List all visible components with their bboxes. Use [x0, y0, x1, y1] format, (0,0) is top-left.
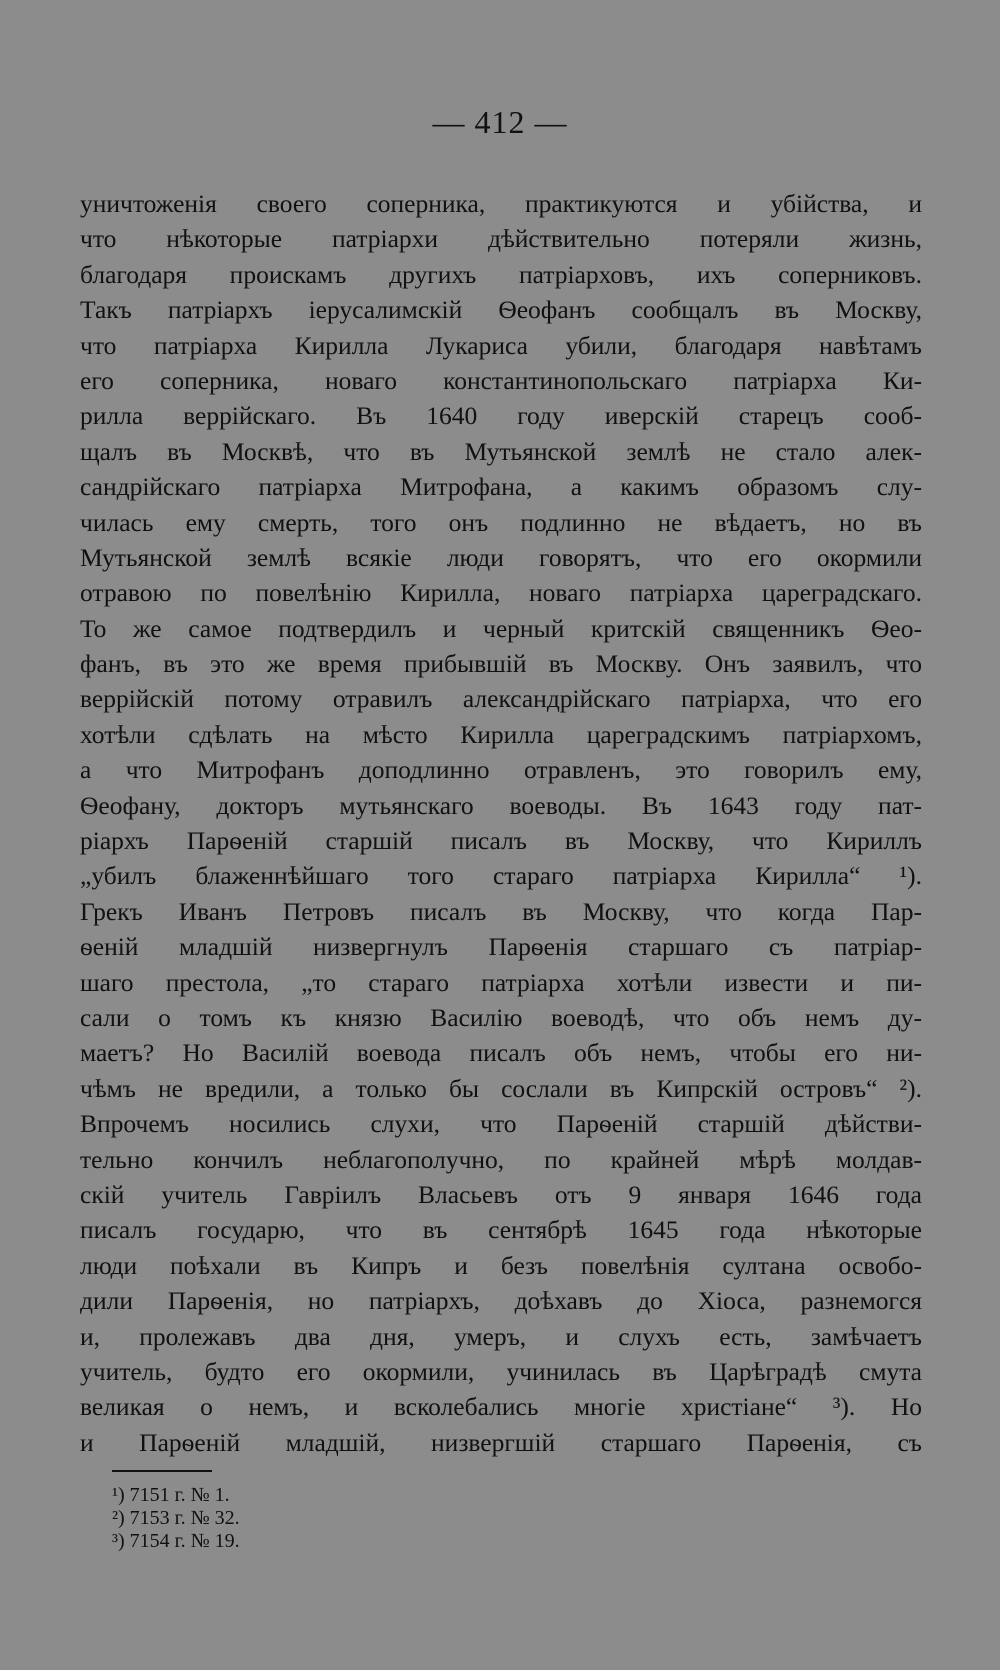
text-line: что патріарха Кирилла Лукариса убили, благодаря навѣтамъ: [80, 330, 922, 360]
footnote-divider: [112, 1470, 212, 1472]
text-line: и Парѳеній младшій, низвергшій старшаго Парѳенія, съ: [80, 1427, 922, 1457]
text-line: отравою по повелѣнію Кирилла, новаго патріарха цареградскаго.: [80, 578, 922, 608]
footnote: ²) 7153 г. № 32.: [112, 1507, 240, 1529]
text-line: Впрочемъ носились слухи, что Парѳеній старшій дѣйстви-: [80, 1109, 922, 1139]
footnote: ³) 7154 г. № 19.: [112, 1530, 240, 1552]
text-line: люди поѣхали въ Кипръ и безъ повелѣнія султана освобо-: [80, 1250, 922, 1280]
text-line: скій учитель Гавріилъ Власьевъ отъ 9 января 1646 года: [80, 1179, 922, 1209]
text-line: Ѳеофану, докторъ мутьянскаго воеводы. Въ 1643 году пат-: [80, 790, 922, 820]
text-line: „убилъ блаженнѣйшаго того стараго патріарха Кирилла“ ¹).: [80, 861, 922, 891]
page-number: — 412 —: [432, 104, 568, 140]
text-line: благодаря проискамъ другихъ патріарховъ, ихъ соперниковъ.: [80, 259, 922, 289]
text-line: Такъ патріархъ іерусалимскій Ѳеофанъ сообщалъ въ Москву,: [80, 295, 922, 325]
text-line: учитель, будто его окормили, учинилась въ Царѣградѣ смута: [80, 1356, 922, 1386]
footnote: ¹) 7151 г. № 1.: [112, 1484, 230, 1506]
text-line: ріархъ Парѳеній старшій писалъ въ Москву, что Кириллъ: [80, 826, 922, 856]
text-line: веррійскій потому отравилъ александрійскаго патріарха, что его: [80, 684, 922, 714]
text-line: его соперника, новаго константинопольскаго патріарха Ки-: [80, 365, 922, 395]
text-line: фанъ, въ это же время прибывшій въ Москву. Онъ заявилъ, что: [80, 649, 922, 679]
text-line: шаго престола, „то стараго патріарха хотѣли извести и пи-: [80, 967, 922, 997]
text-line: сали о томъ къ князю Василію воеводѣ, что объ немъ ду-: [80, 1002, 922, 1032]
text-line: хотѣли сдѣлать на мѣсто Кирилла цареградскимъ патріархомъ,: [80, 719, 922, 749]
text-line: маетъ? Но Василій воевода писалъ объ немъ, чтобы его ни-: [80, 1038, 922, 1068]
text-line: что нѣкоторые патріархи дѣйствительно потеряли жизнь,: [80, 224, 922, 254]
text-line: рилла веррійскаго. Въ 1640 году иверскій старецъ сооб-: [80, 401, 922, 431]
footnotes: [112, 1484, 512, 1553]
text-line: Грекъ Иванъ Петровъ писалъ въ Москву, что когда Пар-: [80, 896, 922, 926]
text-line: великая о немъ, и всколебались многіе христіане“ ³). Но: [80, 1392, 922, 1422]
text-line: а что Митрофанъ доподлинно отравленъ, это говорилъ ему,: [80, 755, 922, 785]
text-line: Мутьянской землѣ всякіе люди говорятъ, что его окормили: [80, 542, 922, 572]
text-line: чилась ему смерть, того онъ подлинно не вѣдаетъ, но въ: [80, 507, 922, 537]
text-line: щалъ въ Москвѣ, что въ Мутьянской землѣ не стало алек-: [80, 436, 922, 466]
text-line: писалъ государю, что въ сентябрѣ 1645 года нѣкоторые: [80, 1215, 922, 1245]
text-line: уничтоженія своего соперника, практикуются и убійства, и: [80, 189, 922, 218]
text-line: дили Парѳенія, но патріархъ, доѣхавъ до Хіоса, разнемогся: [80, 1286, 922, 1316]
body-text: [80, 186, 922, 1460]
text-line: чѣмъ не вредили, а только бы сослали въ Кипрскій островъ“ ²).: [80, 1073, 922, 1103]
text-line: То же самое подтвердилъ и черный критскій священникъ Ѳео-: [80, 613, 922, 643]
text-line: и, пролежавъ два дня, умеръ, и слухъ есть, замѣчаетъ: [80, 1321, 922, 1351]
text-line: сандрійскаго патріарха Митрофана, а какимъ образомъ слу-: [80, 472, 922, 502]
text-line: ѳеній младшій низвергнулъ Парѳенія старшаго съ патріар-: [80, 932, 922, 962]
text-line: тельно кончилъ неблагополучно, по крайней мѣрѣ молдав-: [80, 1144, 922, 1174]
